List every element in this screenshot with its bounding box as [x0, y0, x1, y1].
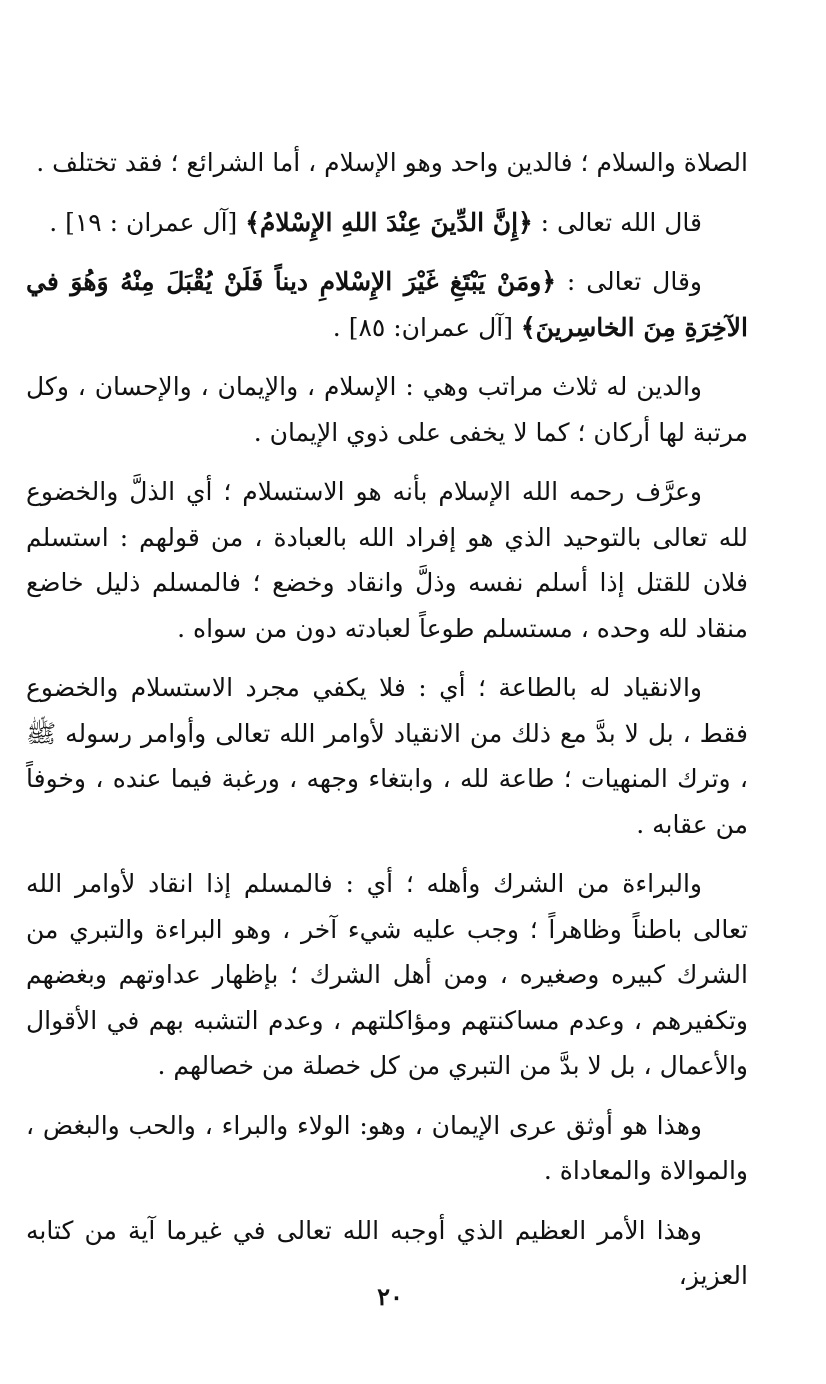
verse-citation: [آل عمران : ١٩] .	[49, 207, 246, 237]
paragraph-4	[26, 364, 748, 455]
paragraph-7	[26, 861, 748, 1089]
paragraph-text: وهذا هو أوثق عرى الإيمان ، وهو: الولاء والبراء ، والحب والبغض ، والموالاة والمعاداة .	[26, 1110, 748, 1185]
paragraph-text: والبراءة من الشرك وأهله ؛ أي : فالمسلم إذا انقاد لأوامر الله تعالى باطناً وظاهراً ؛ وجب عليه شيء آخر ، وهو البراءة والتبري من الشرك كبيره وصغيره ، ومن أهل الشرك ؛ بإظهار عداوتهم وبغضهم وتكفيرهم ، وعدم مساكنتهم ومؤاكلتهم ، وعدم التشبه بهم في الأقوال والأعمال ، بل لا بدَّ من التبري من كل خصلة من خصالهم .	[26, 869, 748, 1080]
quran-verse: ﴿ومَنْ يَبْتَغِ غَيْرَ الإِسْلامِ ديناً فَلَنْ يُقْبَلَ مِنْهُ وَهُوَ في الآخِرَةِ مِنَ الخاسِرينَ﴾	[26, 267, 748, 342]
paragraph-text: والانقياد له بالطاعة ؛ أي : فلا يكفي مجرد الاستسلام والخضوع فقط ، بل لا بدَّ مع ذلك من الانقياد لأوامر الله تعالى وأوامر رسوله ﷺ ، وترك المنهيات ؛ طاعة لله ، وابتغاء وجهه ، ورغبة فيما عنده ، وخوفاً من عقابه .	[26, 673, 748, 839]
quote-intro: قال الله تعالى :	[532, 207, 702, 237]
page-body	[26, 140, 748, 1313]
paragraph-6	[26, 665, 748, 847]
paragraph-text: وعرَّف رحمه الله الإسلام بأنه هو الاستسلام ؛ أي الذلَّ والخضوع لله تعالى بالتوحيد الذي هو إفراد الله بالعبادة ، من قولهم : استسلم فلان للقتل إذا أسلم نفسه وذلَّ وانقاد وخضع ؛ فالمسلم ذليل خاضع منقاد لله وحده ، مستسلم طوعاً لعبادته دون من سواه .	[26, 477, 748, 643]
paragraph-5	[26, 469, 748, 651]
paragraph-text: الصلاة والسلام ؛ فالدين واحد وهو الإسلام ، أما الشرائع ؛ فقد تختلف .	[36, 148, 748, 177]
page-number: ٢٠	[377, 1282, 403, 1311]
verse-citation: [آل عمران: ٨٥] .	[332, 312, 521, 342]
paragraph-1	[26, 140, 748, 186]
paragraph-text: والدين له ثلاث مراتب وهي : الإسلام ، والإيمان ، والإحسان ، وكل مرتبة لها أركان ؛ كما لا يخفى على ذوي الإيمان .	[26, 372, 748, 447]
quran-verse: ﴿إِنَّ الدِّينَ عِنْدَ اللهِ الإِسْلامُ﴾	[245, 207, 533, 237]
paragraph-3	[26, 259, 748, 350]
quote-intro: وقال تعالى :	[556, 267, 702, 296]
paragraph-8	[26, 1103, 748, 1194]
paragraph-text: وهذا الأمر العظيم الذي أوجبه الله تعالى في غيرما آية من كتابه العزيز،	[26, 1215, 748, 1290]
paragraph-2	[26, 200, 748, 246]
